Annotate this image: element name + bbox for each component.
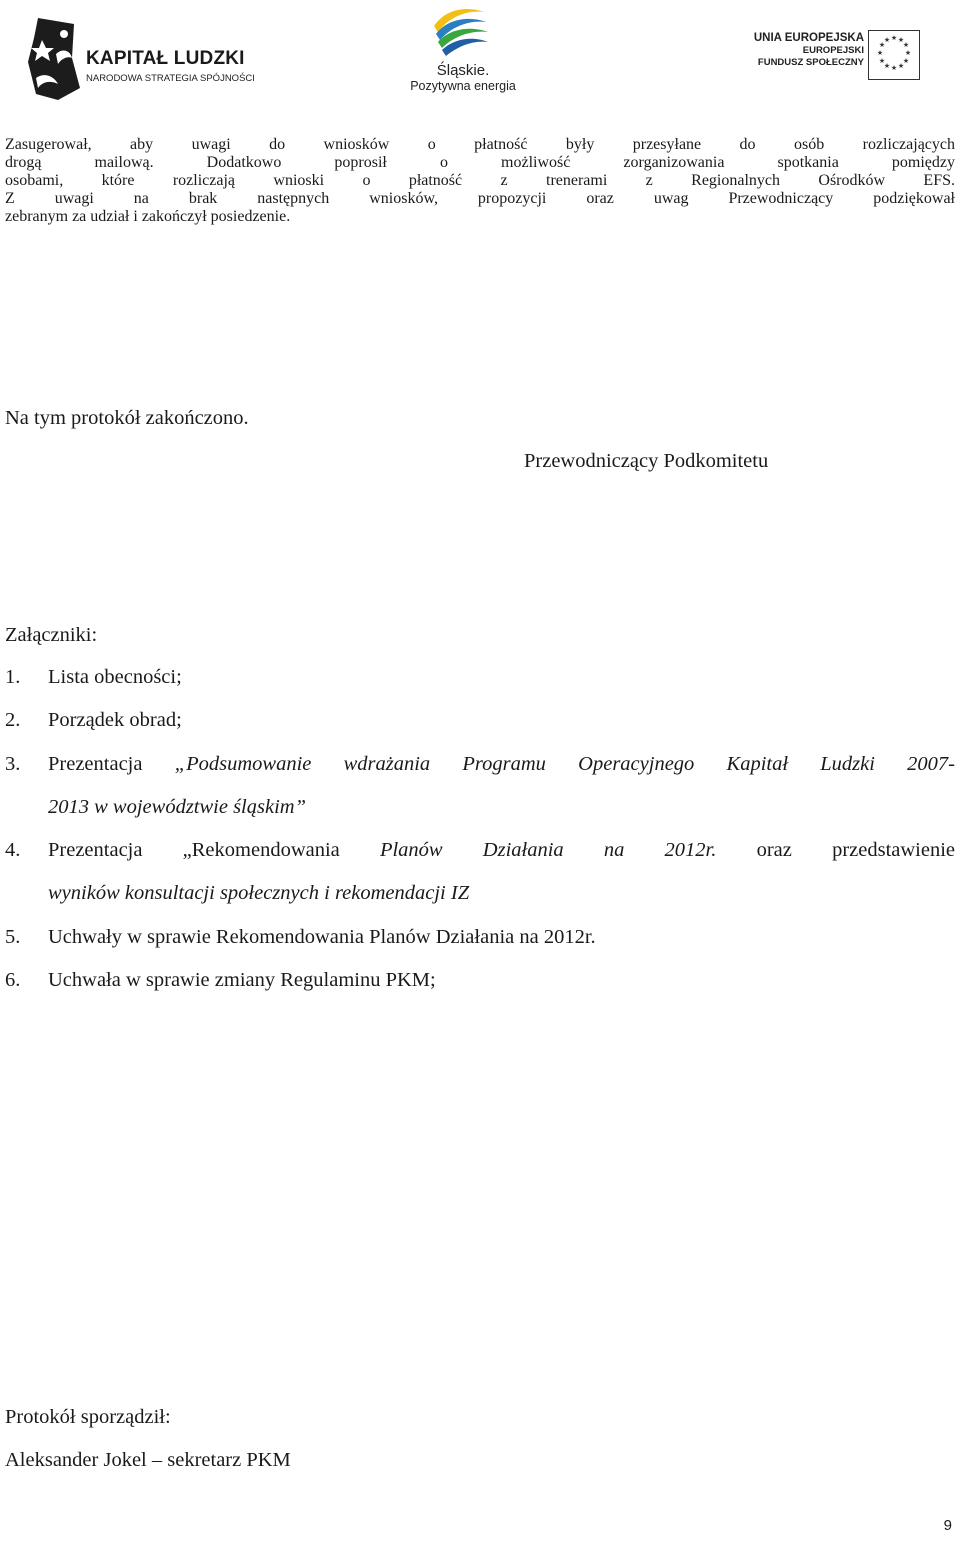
svg-text:★: ★: [876, 49, 884, 57]
list-item-text: Uchwała w sprawie zmiany Regulaminu PKM;: [48, 969, 436, 992]
body-paragraph: [5, 136, 955, 226]
svg-text:★: ★: [902, 57, 910, 65]
author-line: Aleksander Jokel – sekretarz PKM: [5, 1449, 291, 1471]
eu-line-3: FUNDUSZ SPOŁECZNY: [757, 57, 864, 68]
list-item-italic: „Podsumowanie wdrażania Programu Operacyjnego Kapitał Ludzki 2007-: [174, 752, 955, 775]
list-item-italic: Planów Działania na 2012r.: [379, 839, 717, 862]
svg-text:★: ★: [890, 64, 898, 72]
list-item-italic: wyników konsultacji społecznych i rekomendacji IZ: [48, 882, 470, 905]
kapital-ludzki-emblem-icon: [28, 18, 80, 100]
page-number: 9: [943, 1517, 952, 1534]
attachments-list: [5, 656, 955, 1002]
kapital-ludzki-subtitle: NARODOWA STRATEGIA SPÓJNOŚCI: [86, 73, 255, 84]
svg-text:★: ★: [902, 41, 910, 49]
paragraph-line-4: Z uwagi na brak następnych wniosków, propozycji oraz uwag Przewodniczący podziękował: [5, 190, 955, 207]
page-header: [0, 0, 960, 100]
list-item: [5, 699, 955, 742]
list-item-text: Porządek obrad;: [48, 709, 182, 732]
list-item-suffix: oraz przedstawienie: [716, 839, 956, 862]
list-item-number: 1.: [5, 666, 21, 688]
svg-text:★: ★: [897, 62, 905, 70]
paragraph-line-5: zebranym za udział i zakończył posiedzenie.: [5, 208, 291, 225]
svg-text:★: ★: [883, 36, 891, 44]
list-item-text: Uchwały w sprawie Rekomendowania Planów Działania na 2012r.: [48, 925, 596, 948]
list-item-text: Lista obecności;: [48, 666, 182, 688]
svg-text:★: ★: [878, 57, 886, 65]
list-item: [5, 916, 955, 959]
eu-efs-logo: [748, 30, 920, 82]
prepared-by-label: Protokół sporządził:: [5, 1406, 171, 1428]
list-item: [5, 959, 955, 1002]
eu-flag-icon: [868, 30, 920, 80]
paragraph-line-3: osobami, które rozliczają wnioski o płatność z trenerami z Regionalnych Ośrodków EFS.: [5, 172, 955, 189]
eu-text-block: [754, 32, 864, 69]
list-item-continuation: [5, 872, 955, 915]
list-item-number: 6.: [5, 969, 21, 992]
slaskie-name: Śląskie.: [436, 62, 490, 79]
paragraph-line-2: drogą mailową. Dodatkowo poprosił o możliwość zorganizowania spotkania pomiędzy: [5, 154, 955, 171]
list-item-number: 5.: [5, 925, 21, 948]
list-item-prefix: Prezentacja „Rekomendowania: [48, 839, 380, 862]
list-item-number: 3.: [5, 752, 21, 775]
slaskie-tagline: Pozytywna energia: [410, 79, 516, 93]
svg-text:★: ★: [897, 36, 905, 44]
list-item: [5, 829, 955, 872]
svg-text:★: ★: [878, 41, 886, 49]
slaskie-wave-icon: [428, 4, 490, 60]
list-item-number: 4.: [5, 839, 21, 862]
attachments-heading: Załączniki:: [5, 624, 98, 646]
svg-text:★: ★: [904, 49, 912, 57]
list-item-italic: 2013 w województwie śląskim”: [48, 795, 306, 818]
list-item-text: [48, 829, 955, 872]
closing-statement: Na tym protokół zakończono.: [5, 407, 249, 429]
eu-line-2: EUROPEJSKI: [802, 45, 864, 56]
list-item-continuation: [5, 786, 955, 829]
list-item: [5, 656, 955, 699]
list-item: [5, 743, 955, 786]
svg-text:★: ★: [883, 62, 891, 70]
svg-text:★: ★: [890, 34, 898, 42]
kapital-ludzki-title: KAPITAŁ LUDZKI: [86, 48, 245, 69]
signature-role: Przewodniczący Podkomitetu: [524, 450, 769, 472]
list-item-number: 2.: [5, 709, 21, 732]
paragraph-line-1: Zasugerował, aby uwagi do wniosków o płatność były przesyłane do osób rozliczających: [5, 136, 955, 153]
list-item-text: [48, 743, 955, 786]
list-item-prefix: Prezentacja: [48, 752, 175, 775]
eu-line-1: UNIA EUROPEJSKA: [753, 32, 864, 44]
slaskie-logo: [398, 4, 528, 96]
kapital-ludzki-logo: [28, 18, 255, 100]
